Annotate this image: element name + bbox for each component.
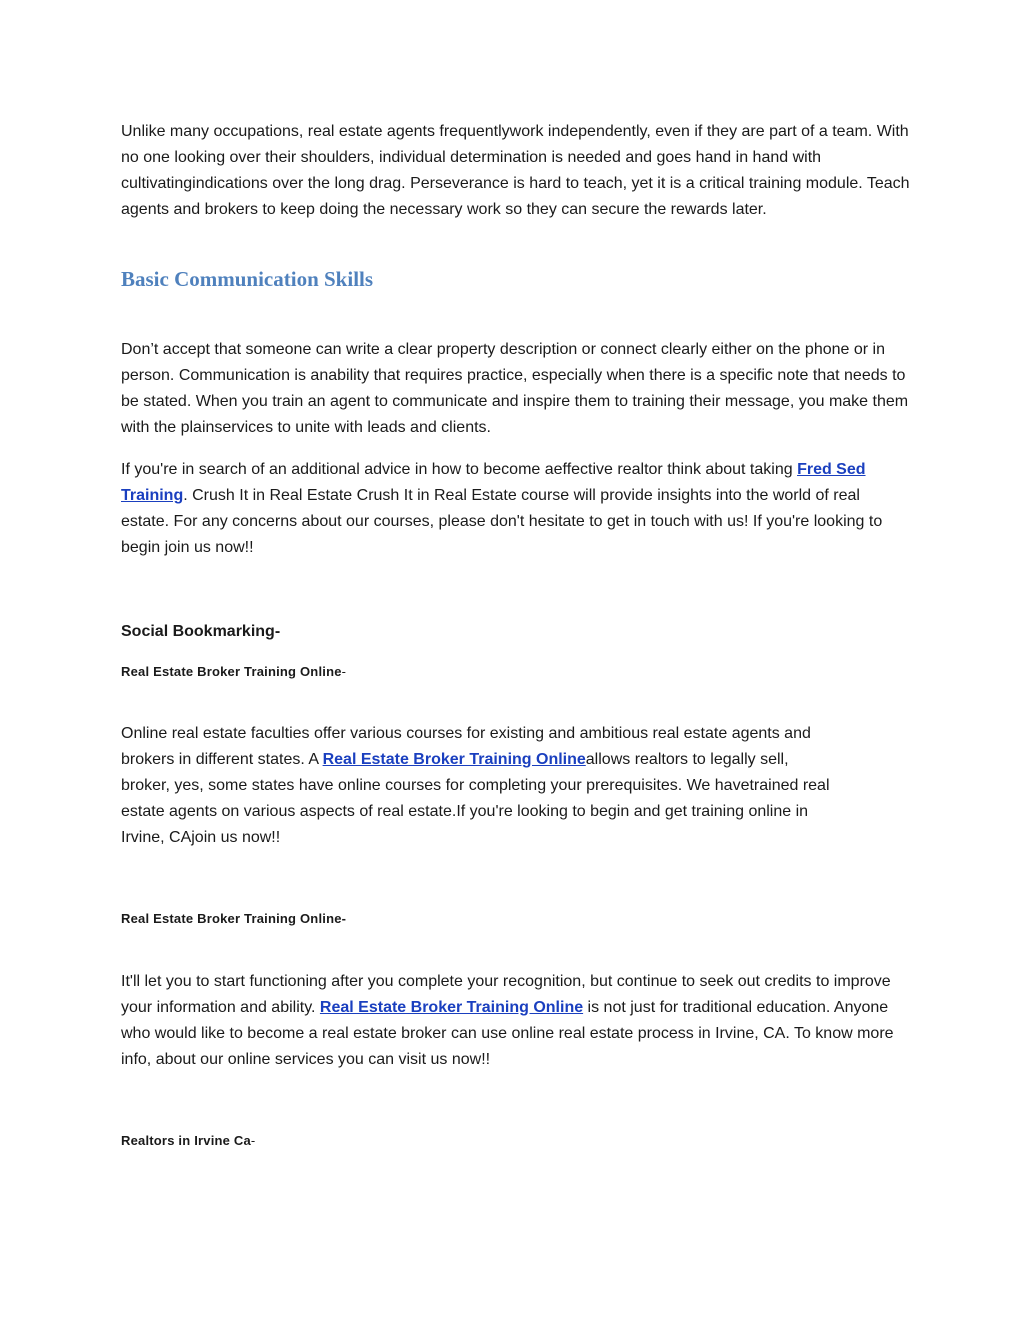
online-faculties-text-after: allows realtors to legally sell, broker, yes, some states have online courses for completing your prerequisites. We havetrained real estate agents on various aspects of real estate.If you're looking to begin and get training online in Irvine, CAjoin us now!!	[121, 751, 830, 846]
social-bookmarking-heading: Social Bookmarking-	[121, 623, 281, 640]
communication-paragraph: Don’t accept that someone can write a clear property description or connect clearly either on the phone or in person. Communication is anability that requires practice, especially when there is a specific note that needs to be stated. When you train an agent to communicate and inspire them to training their message, you make them with the plainservices to unite with leads and clients.	[121, 341, 909, 436]
training-online-label-2	[121, 909, 911, 929]
advice-text-before: If you're in search of an additional advice in how to become aeffective realtor think about taking	[121, 461, 798, 478]
fred-sed-training-link[interactable]: Fred Sed Training	[121, 461, 866, 504]
training-online-label-1	[121, 662, 911, 682]
functioning-text-before: It'll let you to start functioning after you complete your recognition, but continue to seek out credits to improve your information and ability.	[121, 973, 891, 1016]
functioning-paragraph	[121, 969, 911, 1073]
training-online-label-1-text: Real Estate Broker Training Online	[121, 664, 342, 679]
advice-text-after: . Crush It in Real Estate Crush It in Real Estate course will provide insights into the world of real estate. For any concerns about our courses, please don't hesitate to get in touch with us! If you're looking to begin join us now!!	[121, 487, 883, 556]
advice-paragraph	[121, 457, 911, 561]
training-online-label-2-dash: -	[341, 911, 347, 926]
realtors-irvine-label-text: Realtors in Irvine Ca	[121, 1133, 251, 1148]
realtors-irvine-label-dash: -	[250, 1133, 256, 1148]
section-heading-communication: Basic Communication Skills	[121, 267, 374, 291]
realtors-irvine-label	[121, 1131, 911, 1151]
functioning-text-after: is not just for traditional education. Anyone who would like to become a real estate broker can use online real estate process in Irvine, CA. To know more info, about our online services you can visit us now!!	[121, 999, 894, 1068]
broker-training-link-2[interactable]: Real Estate Broker Training Online	[319, 999, 584, 1016]
intro-paragraph: Unlike many occupations, real estate agents frequentlywork independently, even if they are part of a team. With no one looking over their shoulders, individual determination is needed and goes hand in hand with cultivatingindications over the long drag. Perseverance is hard to teach, yet it is a critical training module. Teach agents and brokers to keep doing the necessary work so they can secure the rewards later.	[121, 123, 910, 218]
online-faculties-text-before: Online real estate faculties offer various courses for existing and ambitious real estate agents and brokers in different states. A	[121, 725, 811, 768]
broker-training-link-1[interactable]: Real Estate Broker Training Online	[322, 751, 586, 768]
training-online-label-1-dash: -	[341, 664, 347, 679]
online-faculties-paragraph	[121, 721, 841, 851]
training-online-label-2-text: Real Estate Broker Training Online	[121, 911, 342, 926]
